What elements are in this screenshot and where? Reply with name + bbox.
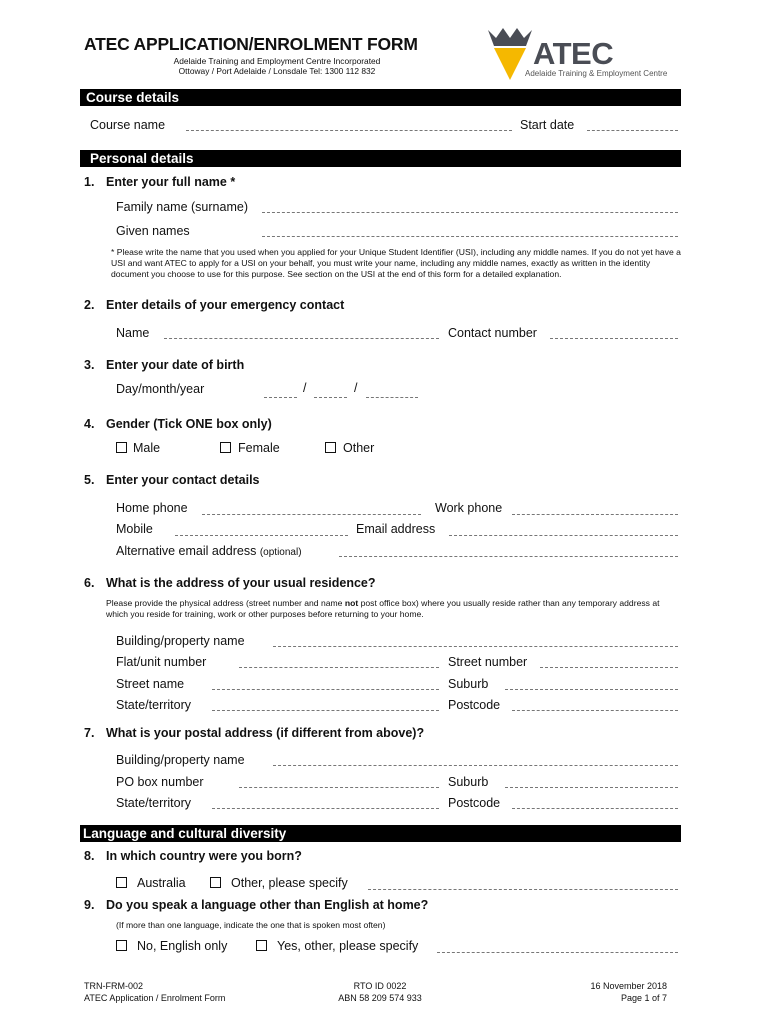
logo-wordmark: ATEC [533,36,614,71]
postal-postcode-label: Postcode [448,796,501,810]
postal-state-label: State/territory [116,796,192,810]
born-australia-label: Australia [137,876,186,890]
postal-suburb-field[interactable] [505,787,678,788]
gender-male-label: Male [133,441,161,455]
usi-note: * Please write the name that you used when you applied for your Unique Student Identifier (USI), including any middle names. If you do not yet have a USI and want ATEC to apply for a USI on your behalf, you must write your name, including any middle names, exactly as written in the identity document you choose to use for this purpose. See section on the USI at the end of this form for a detailed explanation. [111,247,681,279]
rto-id: RTO ID 0022 [353,981,407,991]
res-suburb-field[interactable] [505,689,678,690]
home-phone-field[interactable] [202,514,421,515]
res-street-number-field[interactable] [540,667,678,668]
family-name-field[interactable] [262,212,678,213]
po-box-field[interactable] [239,787,439,788]
q2-number: 2. [84,298,95,312]
org-locations: Ottoway / Port Adelaide / Lonsdale Tel: 1300 112 832 [178,66,376,76]
q7-label: What is your postal address (if different from above)? [106,726,425,740]
section-personal-details: Personal details [80,150,681,167]
postal-suburb-label: Suburb [448,775,489,789]
res-postcode-label: Postcode [448,698,501,712]
q4-number: 4. [84,417,95,431]
family-name-label: Family name (surname) [116,200,248,214]
email-field[interactable] [449,535,678,536]
optional-tag: (optional) [259,547,302,558]
q7-number: 7. [84,726,95,740]
footer-middle [300,980,460,1004]
english-only-checkbox[interactable] [116,940,127,951]
res-state-field[interactable] [212,710,439,711]
dob-separator: / [303,381,307,395]
start-date-field[interactable] [587,130,678,131]
english-only-label: No, English only [137,939,228,953]
q5-number: 5. [84,473,95,487]
q3-number: 3. [84,358,95,372]
born-other-checkbox[interactable] [210,877,221,888]
start-date-label: Start date [520,118,575,132]
mobile-field[interactable] [175,535,348,536]
alt-email-text: Alternative email address [116,544,257,558]
born-australia-checkbox[interactable] [116,877,127,888]
postal-building-label: Building/property name [116,753,245,767]
gender-female-label: Female [238,441,280,455]
alt-email-label [116,544,302,558]
dob-year-field[interactable] [366,397,418,398]
postal-building-field[interactable] [273,765,678,766]
given-names-label: Given names [116,224,190,238]
abn: ABN 58 209 574 933 [338,993,422,1003]
emergency-name-label: Name [116,326,150,340]
res-flat-label: Flat/unit number [116,655,207,669]
dob-day-field[interactable] [264,397,297,398]
born-other-label: Other, please specify [231,876,348,890]
course-name-label: Course name [90,118,166,132]
res-building-field[interactable] [273,646,678,647]
q9-label: Do you speak a language other than English at home? [106,898,429,912]
emergency-contact-label: Contact number [448,326,537,340]
q6-number: 6. [84,576,95,590]
q5-label: Enter your contact details [106,473,260,487]
q8-number: 8. [84,849,95,863]
po-box-label: PO box number [116,775,204,789]
logo-tagline: Adelaide Training & Employment Centre [525,69,668,78]
res-state-label: State/territory [116,698,192,712]
q1-number: 1. [84,175,95,189]
q3-label: Enter your date of birth [106,358,245,372]
q6-label: What is the address of your usual residence? [106,576,376,590]
given-names-field[interactable] [262,236,678,237]
home-phone-label: Home phone [116,501,188,515]
res-flat-field[interactable] [239,667,439,668]
course-name-field[interactable] [186,130,512,131]
q2-label: Enter details of your emergency contact [106,298,345,312]
other-language-label: Yes, other, please specify [277,939,419,953]
postal-postcode-field[interactable] [512,808,678,809]
res-suburb-label: Suburb [448,677,489,691]
dob-month-field[interactable] [314,397,347,398]
language-note: (If more than one language, indicate the one that is spoken most often) [116,920,386,930]
gender-other-checkbox[interactable] [325,442,336,453]
res-street-name-field[interactable] [212,689,439,690]
q1-label: Enter your full name * [106,175,236,189]
born-other-field[interactable] [368,889,678,890]
form-code: TRN-FRM-002 [84,981,144,991]
gender-female-checkbox[interactable] [220,442,231,453]
section-language-diversity: Language and cultural diversity [80,825,681,842]
email-label: Email address [356,522,436,536]
gender-other-label: Other [343,441,375,455]
alt-email-field[interactable] [339,556,678,557]
res-street-number-label: Street number [448,655,528,669]
q8-label: In which country were you born? [106,849,302,863]
dob-separator: / [354,381,358,395]
gender-male-checkbox[interactable] [116,442,127,453]
work-phone-field[interactable] [512,514,678,515]
footer-left [84,980,225,1004]
section-course-details: Course details [80,89,681,106]
dob-label: Day/month/year [116,382,205,396]
form-date: 16 November 2018 [590,981,667,991]
form-title: ATEC APPLICATION/ENROLMENT FORM [84,34,418,54]
res-postcode-field[interactable] [512,710,678,711]
other-language-checkbox[interactable] [256,940,267,951]
form-name: ATEC Application / Enrolment Form [84,993,226,1003]
res-building-label: Building/property name [116,634,245,648]
page-number: Page 1 of 7 [620,993,667,1003]
footer-right [520,980,667,1004]
residence-note: Please provide the physical address (street number and name not post office box) where you usually reside rather than any temporary address at which you reside for training, work or other purposes before returning to your home. [106,598,660,619]
emergency-contact-field[interactable] [550,338,678,339]
q4-label: Gender (Tick ONE box only) [106,417,272,431]
emergency-name-field[interactable] [164,338,439,339]
other-language-field[interactable] [437,952,678,953]
work-phone-label: Work phone [435,501,503,515]
res-street-name-label: Street name [116,677,185,691]
mobile-label: Mobile [116,522,153,536]
postal-state-field[interactable] [212,808,439,809]
q9-number: 9. [84,898,95,912]
org-name: Adelaide Training and Employment Centre Incorporated [173,56,381,66]
